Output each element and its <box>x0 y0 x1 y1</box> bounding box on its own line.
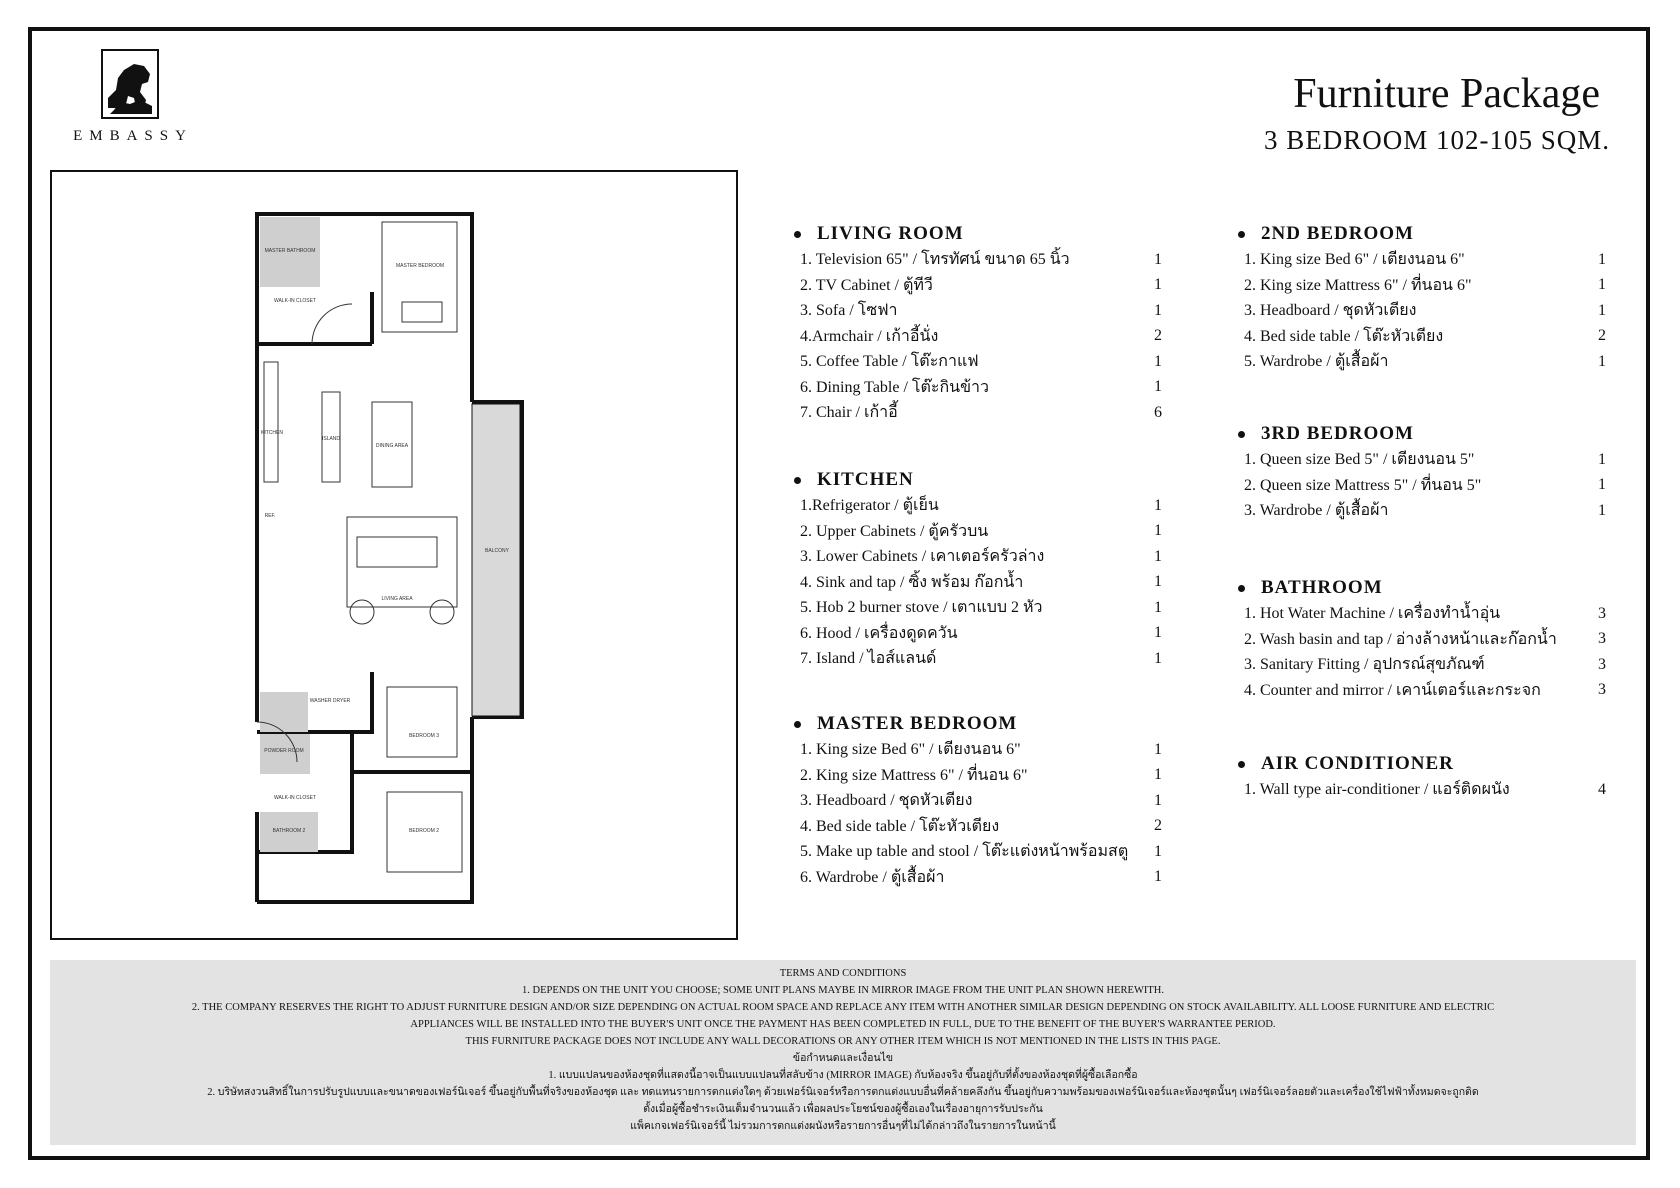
list-item: 2. King size Mattress 6" / ที่นอน 6" 1 <box>1244 276 1606 294</box>
floor-plan-drawing <box>52 172 736 938</box>
section-kitchen <box>790 467 1162 672</box>
terms-line: THIS FURNITURE PACKAGE DOES NOT INCLUDE ANY WALL DECORATIONS OR ANY OTHER ITEM WHICH IS NOT MENTIONED IN THE LISTS IN THIS PAGE. <box>465 1036 1221 1047</box>
section-heading: BATHROOM <box>1261 577 1383 598</box>
plan-label-powder-room: POWDER ROOM <box>264 748 304 754</box>
section-heading: MASTER BEDROOM <box>817 713 1018 734</box>
section-air-conditioner <box>1234 751 1606 803</box>
list-item: 1. Wall type air-conditioner / แอร์ติดผนัง 4 <box>1244 780 1606 799</box>
terms-line: APPLIANCES WILL BE INSTALLED INTO THE BUYER'S UNIT ONCE THE PAYMENT HAS BEEN COMPLETED IN FULL, DUE TO THE BENEFIT OF THE BUYER'S WARRANTEE PERIOD. <box>410 1019 1276 1030</box>
list-item: 1. Queen size Bed 5" / เตียงนอน 5" 1 <box>1244 450 1606 469</box>
terms-line: 1. แบบแปลนของห้องชุดที่แสดงนี้อาจเป็นแบบแปลนที่สลับข้าง (MIRROR IMAGE) กับห้องจริง ขึ้นอยู่กับที่ตั้งของห้องชุดที่ผู้ซื้อเลือกซื้อ <box>548 1070 1138 1081</box>
powder-room-floor <box>260 734 310 774</box>
page-subtitle: 3 BEDROOM 102-105 SQM. <box>1263 125 1610 155</box>
section-master-bedroom <box>790 711 1162 890</box>
terms-line: TERMS AND CONDITIONS <box>779 968 907 979</box>
list-item: 5. Hob 2 burner stove / เตาแบบ 2 หัว 1 <box>800 598 1162 617</box>
plan-label-ref: REF. <box>264 513 276 519</box>
section-heading: KITCHEN <box>817 469 914 490</box>
terms-line: 2. บริษัทสงวนสิทธิ์ในการปรับรูปแบบและขนาดของเฟอร์นิเจอร์ ขึ้นอยู่กับพื้นที่จริงของห้องชุด และ ทดแทนรายการตกแต่งใดๆ ด้วยเฟอร์นิเจอร์หรือการตกแต่งแบบอื่นที่คล้ายคลึงกัน ขึ้นอยู่กับความพร้อมของเฟอร์นิเจอร์และห้องชุดนั้นๆ เฟอร์นิเจอร์ลอยตัวและเครื่องใช้ไฟฟ้าทั้งหมดจะถูกติด <box>207 1087 1479 1098</box>
plan-label-dining-area: DINING AREA <box>375 443 409 449</box>
section-heading: 3RD BEDROOM <box>1261 423 1414 444</box>
balcony-floor <box>472 404 520 716</box>
terms-line: ตั้งเมื่อผู้ซื้อชำระเงินเต็มจำนวนแล้ว เพื่อผลประโยชน์ของผู้ซื้อเองในเรื่องอายุการรับประกัน <box>643 1104 1043 1115</box>
list-item: 3. Sofa / โซฟา 1 <box>800 301 1162 320</box>
terms-and-conditions <box>50 960 1636 1145</box>
plan-label-washer-dryer: WASHER DRYER <box>309 698 351 704</box>
list-item: 5. Make up table and stool / โต๊ะแต่งหน้าพร้อมสตู 1 <box>800 842 1162 861</box>
lion-emblem-icon <box>100 48 160 120</box>
bullet-icon <box>1238 431 1245 438</box>
list-item: 4. Sink and tap / ซิ้ง พร้อม ก๊อกน้ำ 1 <box>800 573 1162 591</box>
terms-line: ข้อกำหนดและเงื่อนไข <box>792 1053 894 1064</box>
list-item: 2. King size Mattress 6" / ที่นอน 6" 1 <box>800 766 1162 784</box>
plan-label-bathroom-2: BATHROOM 2 <box>272 828 306 834</box>
bullet-icon <box>794 231 801 238</box>
page-title: Furniture Package <box>1293 71 1600 117</box>
plan-label-kitchen: KITCHEN <box>261 430 283 436</box>
section-heading: 2ND BEDROOM <box>1261 223 1414 244</box>
list-item: 1. Hot Water Machine / เครื่องทำน้ำอุ่น 3 <box>1244 604 1606 623</box>
list-item: 3. Headboard / ชุดหัวเตียง 1 <box>1244 301 1606 320</box>
plan-label-walk-in-closet-1: WALK-IN CLOSET <box>273 298 317 304</box>
list-item: 2. Wash basin and tap / อ่างล้างหน้าและก๊อกน้ำ 3 <box>1244 630 1606 648</box>
list-item: 4. Bed side table / โต๊ะหัวเตียง 2 <box>800 817 1162 835</box>
section-2nd-bedroom <box>1234 221 1606 375</box>
plan-label-island: ISLAND <box>321 436 341 442</box>
list-item: 4.Armchair / เก้าอี้นั่ง 2 <box>800 327 1162 345</box>
list-item: 3. Headboard / ชุดหัวเตียง 1 <box>800 791 1162 810</box>
list-item: 4. Counter and mirror / เคาน์เตอร์และกระจก 3 <box>1244 681 1606 699</box>
list-item: 1. King size Bed 6" / เตียงนอน 6" 1 <box>800 740 1162 759</box>
terms-line: แพ็คเกจเฟอร์นิเจอร์นี้ ไม่รวมการตกแต่งผนังหรือรายการอื่นๆที่ไม่ได้กล่าวถึงในรายการในหน้านี้ <box>630 1121 1056 1132</box>
washer-area-floor <box>260 692 308 732</box>
section-heading: LIVING ROOM <box>817 223 964 244</box>
list-item: 1.Refrigerator / ตู้เย็น 1 <box>800 496 1162 515</box>
list-item: 2. Queen size Mattress 5" / ที่นอน 5" 1 <box>1244 476 1606 494</box>
section-3rd-bedroom <box>1234 421 1606 524</box>
list-item: 7. Chair / เก้าอี้ 6 <box>800 403 1162 422</box>
list-item: 2. Upper Cabinets / ตู้ครัวบน 1 <box>800 522 1162 540</box>
list-item: 2. TV Cabinet / ตู้ทีวี 1 <box>800 276 1162 294</box>
plan-label-bedroom-3: BEDROOM 3 <box>408 733 440 739</box>
list-item: 4. Bed side table / โต๊ะหัวเตียง 2 <box>1244 327 1606 345</box>
floor-plan <box>50 170 738 940</box>
list-item: 3. Lower Cabinets / เคาเตอร์ครัวล่าง 1 <box>800 547 1162 566</box>
bullet-icon <box>1238 761 1245 768</box>
section-living-room <box>790 221 1162 426</box>
plan-label-master-bathroom: MASTER BATHROOM <box>264 248 316 254</box>
bullet-icon <box>1238 585 1245 592</box>
list-item: 3. Sanitary Fitting / อุปกรณ์สุขภัณฑ์ 3 <box>1244 655 1606 674</box>
list-item: 1. King size Bed 6" / เตียงนอน 6" 1 <box>1244 250 1606 269</box>
brand-name: EMBASSY <box>73 128 193 144</box>
plan-label-master-bedroom: MASTER BEDROOM <box>395 263 445 269</box>
list-item: 5. Coffee Table / โต๊ะกาแฟ 1 <box>800 352 1162 371</box>
list-item: 3. Wardrobe / ตู้เสื้อผ้า 1 <box>1244 501 1606 520</box>
brand-logo <box>60 48 200 145</box>
list-item: 6. Hood / เครื่องดูดควัน 1 <box>800 624 1162 642</box>
bullet-icon <box>794 721 801 728</box>
bullet-icon <box>1238 231 1245 238</box>
bullet-icon <box>794 477 801 484</box>
list-item: 7. Island / ไอส์แลนด์ 1 <box>800 649 1162 668</box>
list-item: 6. Wardrobe / ตู้เสื้อผ้า 1 <box>800 868 1162 886</box>
plan-label-living-area: LIVING AREA <box>381 596 413 602</box>
list-item: 5. Wardrobe / ตู้เสื้อผ้า 1 <box>1244 352 1606 371</box>
plan-label-balcony: BALCONY <box>485 548 509 554</box>
list-item: 6. Dining Table / โต๊ะกินข้าว 1 <box>800 378 1162 396</box>
terms-line: 1. DEPENDS ON THE UNIT YOU CHOOSE; SOME UNIT PLANS MAYBE IN MIRROR IMAGE FROM THE UNIT PLAN SHOWN HEREWITH. <box>522 985 1164 996</box>
section-heading: AIR CONDITIONER <box>1261 753 1454 774</box>
terms-line: 2. THE COMPANY RESERVES THE RIGHT TO ADJUST FURNITURE DESIGN AND/OR SIZE DEPENDING ON ACTUAL ROOM SPACE AND REPLACE ANY ITEM WITH ANOTHER SIMILAR DESIGN DEPENDING ON STOCK AVAILABILITY. ALL LOOSE FURNITURE AND ELECTRIC <box>191 1002 1495 1013</box>
list-item: 1. Television 65" / โทรทัศน์ ขนาด 65 นิ้ว 1 <box>800 250 1162 269</box>
section-bathroom <box>1234 575 1606 703</box>
plan-label-bedroom-2: BEDROOM 2 <box>408 828 440 834</box>
plan-label-walk-in-closet-2: WALK-IN CLOSET <box>273 795 317 801</box>
